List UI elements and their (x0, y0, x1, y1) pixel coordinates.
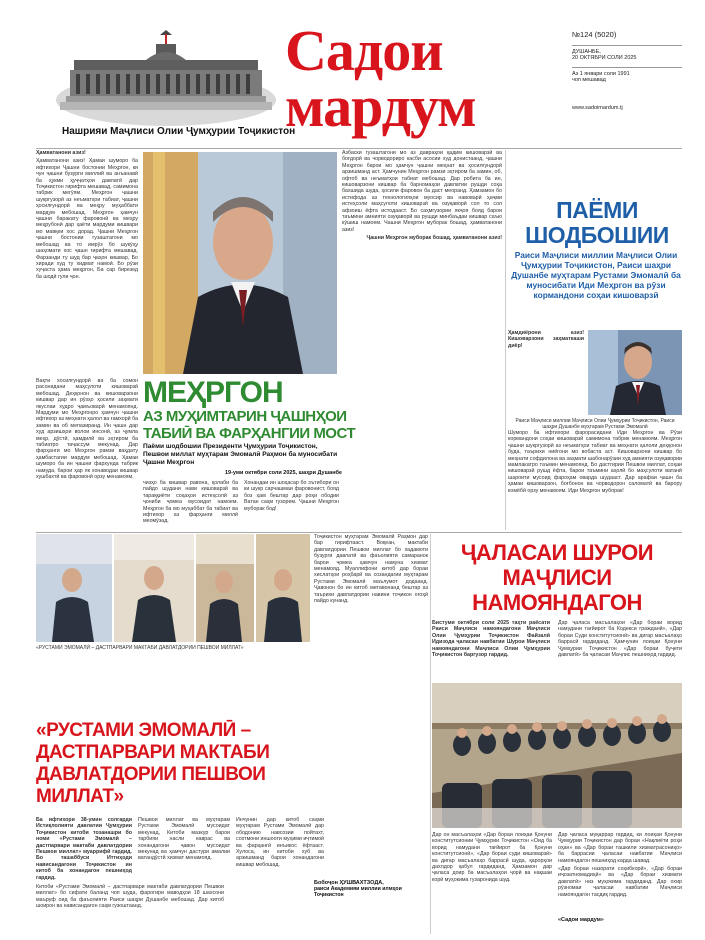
culture-lead (36, 817, 132, 882)
lead-col3-text: Азбаски гузаштагони мо аз давраҳои қадим кишоварзӣ ва боғдорӣ ва чорводориро касби асосии худ донистаанд, ҷашни Меҳргон барои мо ҳамчун ҷашни меҳнат ва ҳосилғундорӣ арзишманд аст. Ҳамчунин Меҳргон рамзи эҳтиром ба замин, об, офтоб ва неъматҳои табиат мебошад. Дар робита ба ин, кишоварзони кишвар ба барномаҳои давлатии рушди соҳа бахшида шуда, ҳосили фаровон ба даст меоранд. Ҳамзамон бо истифода аз технологияҳои муосир ва навоварӣ ҳаҷми истеҳсоли маҳсулоти кишоварзӣ ва озуқаворӣ сол то сол афзоиш ёфта истодааст. Бо саҳмгузории якҷоя бояд барои таъмини амнияти озуқаворӣ ва рушди минбаъдаи кишвар саъю кӯшиш намоем. Чашни Меҳргон муборак бошад, ҳамватанони азиз! (342, 150, 502, 233)
lead-col1 (36, 150, 138, 375)
session-col-b2 (558, 832, 682, 898)
book-photo-4 (256, 534, 310, 642)
lead-col2-text: Вақти хосилғундорӣ ва ба сомон расонидани маҳсулоти кишоварзӣ мебошад. Деҳқонон ва кишоварзони кишвар дар ин рӯзҳо ҳосили заҳмати якуслаи худро ҷамъоварӣ менамоянд. Мардуми мо Меҳргонро ҳамчун ҷашни ифтихор аз меҳнати ҳалол ва ғамхорӣ ба замин ва об мепазиранд. Ин ҷашн дар худ арзишҳои волои инсонӣ, аз ҷумла меҳр, дӯстӣ, ҳамдилӣ ва эҳтиром ба табиатро таҷассум мекунад. Дар фарҳанги мо Меҳргон рамзи ваҳдату ҳамбастагии мардум мебошад. Ҳамаи шуморо ба ин ҷашни фархунда табрик намуда, барои ҳар як хонаводаи кишвар хушбахтӣ ва фаровонӣ орзу менамоям. (36, 378, 138, 481)
masthead (0, 0, 705, 150)
address-body-text: Шуморо ба ифтихори фарорасидани Иди Меҳргон ва Рӯзи кормандони соҳаи кишоварзӣ самимона табрик менамоям. Меҳргон ҷашни шукргузорӣ аз неъматҳои табиат ва меҳнати ҳалоли деҳқонон буда, таърихи ниёгони мо вобаста аст. Кишоварзони кишвар бо меҳнати софдилона ва заҳмати шабонарӯзии худ амнияти озуқавории мамлакатро таъмин менамоянд. Бо дастгирии Пешвои миллат, соҳаи кишоварзӣ рушд ёфта, барои таъмини аҳолӣ бо маҳсулоти ватанӣ шароити мусоид фароҳам оварда шудааст. Дар арафаи ҷашн ба ҳамаи кишоварзон, боғбонон ва чорводорон саломатӣ ва барору комёбӣ орзу менамоям. Иди Меҳргон муборак! (508, 430, 682, 494)
lead-col1-text: Ҳамватанони азиз! Ҳамаи шуморо ба ифтихори Ҷашни бостонии Меҳргон, ки чун ҷашни бузурги миллий ва анъанавӣ ба ҳукми ҳуҷҷатҳои давлатӣ дар Тоҷикистон гирифта мешавад, самимона табрик мегӯям. Меҳргон ҷашни шукргузорӣ аз неъматҳои табиат, ҷашни ҳосилғундорӣ ва меҳру муҳаббати мардум мебошад. Меҳргон ҳамчун ҷашни баракату фаровонӣ ва меҳру меҳрубонӣ дар ҳаёти мардуми кишвари мо мавқеи хос дорад. Ҷашни Меҳргон ҷашни бостонии гузаштагони мо мебошад ва то имрӯз бо шукӯҳу шаҳомати хос ҷашн гирифта мешавад. Фарзанди ту шуд бар ҷаҳон кишвар, Бо хиради худ ту хидмат намоӣ. Бо рӯзи хуҷаста ҳама меҳргон, Ба сар бирезед ба шодӣ гули ҷон. (36, 158, 138, 280)
lead-under2-text: Хонандаи ин шоҳасар бо эътибори он ки шукр сарчашмаи фаровонист, бояд боз ҳам бештар дар роҳи ободии Ватан саҳм гузорем. Ҷашни Меҳргон муборак бод! (244, 480, 339, 512)
session-col-b3-text: «Дар бораи назорати соҳибкорӣ», «Дар бораи иҷозатномадиҳӣ» ва «Дар бораи хизмати давлатӣ» низ муҳокима гардиданд. Дар охир рӯзномаи ҷаласаи навбатии Маҷлиси намояндагон тасдиқ гардид. (558, 866, 682, 898)
culture-signature-name: Бобоҷон ҲУШВАХТЗОДА, (314, 880, 384, 886)
address-headline-line2: ШОДБОШИИ (525, 222, 669, 248)
culture-signature (314, 880, 428, 898)
lead-headline (143, 376, 356, 442)
parliament-building-logo (60, 30, 272, 122)
masthead-subtitle: Нашрияи Маҷлиси Олии Ҷумҳурии Тоҷикистон (62, 126, 296, 137)
session-headline-line1: ҶАЛАСАИ ШУРОИ (460, 540, 654, 565)
address-kicker: Ҳамдиёрони азиз! Кишоварзони заҳматкаши диёр! (508, 330, 584, 349)
session-headline-line2: МАҶЛИСИ (502, 565, 612, 590)
lead-headline-line1: МЕҲРГОН (143, 376, 283, 409)
masthead-title (285, 18, 547, 140)
book-photo-3 (196, 534, 254, 642)
since-line2: чоп мешавад (572, 77, 606, 83)
culture-lead-text: Ба ифтихори 38-умин солгарди Истиқлолияти давлатии Ҷумҳурии Тоҷикистон китоби тозанашри бо номи «Рустами Эмомалӣ – дастпарвари мактаби давлатдории Пешвои миллат» муаррифӣ гардид. Бо ташаббуси Иттиҳоди нависандагони Тоҷикистон ин китоб ба хонандагон пешниҳод гардид. (36, 817, 132, 881)
speaker-caption: Раиси Маҷлиси миллии Маҷлиси Олии Ҷумҳурии Тоҷикистон, Раиси шаҳри Душанбе муҳтарам Рустами Эмомалӣ (515, 418, 675, 430)
president-photo (143, 152, 337, 374)
masthead-title-line2: мардум (285, 74, 476, 139)
culture-col3 (138, 817, 230, 882)
speaker-photo (588, 330, 682, 415)
lead-col3 (342, 150, 502, 445)
culture-col4-text: Инчунин дар китоб саҳми муҳтарам Рустами Эмомалӣ дар ободонию навсозии пойтахт, сохтмони иншооти муҳими иҷтимоӣ ва фарҳангӣ инъикос ёфтааст. Хулоса, ин китоби хуб ва арзишманд барои хонандагони кишвар мебошад. (236, 817, 324, 868)
lead-under1 (143, 480, 238, 526)
book-caption: «РУСТАМИ ЭМОМАЛӢ – ДАСТПАРВАРИ МАКТАБИ ДАВЛАТДОРИИ ПЕШВОИ МИЛЛАТ» (36, 645, 244, 651)
culture-col4 (236, 817, 324, 882)
culture-signature-title: раиси Академияи миллии илмҳои Тоҷикистон (314, 886, 402, 898)
lead-kicker: Ҳамватанони азиз! (36, 150, 86, 156)
culture-col1 (36, 884, 224, 929)
culture-headline: «РУСТАМИ ЭМОМАЛӢ – ДАСТПАРВАРИ МАКТАБИ ДАВЛАТДОРИИ ПЕШВОИ МИЛЛАТ» (36, 720, 270, 807)
session-col-b2-text: Дар ҷаласа муқаррар гардид, ки лоиҳаи Қонуни Ҷумҳурии Тоҷикистон дар бораи «Нақлиёти роҳи оҳан» ва «Дар бораи ташкили хизматрасониҳо» ба баррасии ҷаласаи навбатии Маҷлиси намояндагон пешниҳод карда шавад. (558, 832, 682, 864)
masthead-divider (36, 148, 682, 149)
session-headline (432, 540, 682, 615)
session-photo (432, 683, 682, 828)
book-photos (36, 534, 310, 642)
lead-headline-line2: АЗ МУҲИМТАРИН ҶАШНҲОИ (143, 408, 347, 425)
session-signature: «Садои мардум» (558, 917, 604, 923)
book-photo-2 (114, 534, 194, 642)
culture-col1-text: Китоби «Рустами Эмомалӣ – дастпарвари мактаби давлатдории Пешвои миллат» бо сифати баланд чоп шуда, фарогири маводҳои 18 шахсони маъруф оид ба фаъолияти Раиси шаҳри Душанбе мебошад. Дар китоб шоирон ва нависандагон саҳм гузоштаанд. (36, 884, 224, 910)
culture-col2-text: Тоҷикистон муҳтарам Эмомалӣ Раҳмон дар бар гирифтааст. Воқеан, мактаби давлатдории Пешвои миллат бо хадамоти бузурги давлатӣ ва фаъолияти самаранок барои ҷомеа ҳамчун намуна хизмат менамояд. Муаллифони китоб дар бораи хислатҳои роҳбарӣ ва созандагии муҳтарам Рустами Эмомалӣ маълумот додаанд. Ҷавонон бо ин китоб метавонанд бештар аз таърихи давлатдории навини тоҷикон огоҳӣ пайдо кунанд. (314, 534, 428, 605)
since-line1: Аз 1 январи соли 1991 (572, 71, 630, 77)
session-col-b1-text: Дар он масъалаҳои «Дар бораи лоиҳаи Қонуни конститутсионии Ҷумҳурии Тоҷикистон «Оид ба ворид намудани тағйирот ба Қонуни конститутсионӣ», «Дар бораи суди кишоварзӣ» ва дигар масъалаҳо баррасӣ шуда, қарорҳои дахлдор қабул гардиданд. Ҳамзамон дар ҷаласа доир ба масъалаҳои ҷорӣ ва нақшаи корӣ муҳокима гузаронида шуд. (432, 832, 552, 883)
masthead-title-line1: Садои (285, 18, 443, 83)
issue-number: №124 (5020) (572, 30, 617, 39)
address-body (508, 430, 682, 530)
lead-under2 (244, 480, 339, 526)
session-lead-text: Бистуми октябри соли 2025 таҳти раёсати Раиси Маҷлиси намояндагони Маҷлиси Олии Ҷумҳурии Тоҷикистон Файзалӣ Идизода ҷаласаи навбатии Шурои Маҷлиси намояндагони Маҷлиси Олии Ҷумҳурии Тоҷикистон баргузор гардид. (432, 620, 550, 659)
lead-deck: Паёми шодбошии Президенти Ҷумҳурии Тоҷикистон, Пешвои миллат муҳтарам Эмомалӣ Раҳмон ба муносибати Ҷашни Меҳргон (143, 443, 338, 466)
issue-day: ДУШАНБЕ, (572, 49, 601, 55)
culture-col2 (314, 534, 428, 834)
book-photo-1 (36, 534, 112, 642)
session-col-b1 (432, 832, 552, 932)
lead-signature: Ҷашни Меҳргон муборак бошад, ҳамватанони азиз! (366, 235, 502, 242)
address-headline-line1: ПАЁМИ (556, 197, 638, 223)
rule-v2 (430, 534, 431, 934)
address-headline (512, 198, 682, 248)
lead-under1-text: чизҳо ба кишвар равона, қолаби ба пайдо шудани нави кишоварзӣ ва тараққиёти соҳаҳои истеҳсолӣ аз ҷониби ҷомеа мусоидат намоем. Меҳргон ба мо муҳаббат ба табиат ва ифтихор аз фарҳанги миллӣ меомӯзад. (143, 480, 238, 525)
issue-date: 20 ОКТЯБРИ СОЛИ 2025 (572, 55, 637, 61)
address-deck: Раиси Маҷлиси миллии Маҷлиси Олии Ҷумҳурии Тоҷикистон, Раиси шаҳри Душанбе муҳтарам Рустами Эмомалӣ ба муносибати Иди Меҳргон ва рӯзи кормандони соҳаи кишоварзӣ (511, 250, 681, 300)
session-col2 (558, 620, 682, 680)
lead-headline-line3: ТАБИӢ ВА ФАРҲАНГИИ МОСТ (143, 425, 356, 442)
masthead-info (572, 30, 682, 111)
session-headline-line3: НАМОЯНДАГОН (472, 590, 642, 615)
website: www.sadoimardum.tj (572, 105, 623, 111)
section-divider (36, 532, 682, 533)
lead-dateline: 19-уми октябри соли 2025, шаҳри Душанбе (224, 470, 342, 476)
session-lead (432, 620, 550, 680)
rule-v1 (505, 150, 506, 530)
session-col2-text: Дар ҷаласа масъалаҳои «Дар бораи ворид намудани тағйирот ба Кодекси гражданӣ», «Дар бораи Суди конститутсионӣ» ва дигар масъалаҳо баррасӣ гардиданд. Ҳамчунин лоиҳаи Қонуни Ҷумҳурии Тоҷикистон «Дар бораи буҷети давлатӣ» ба ҷаласаи Маҷлис пешниҳод гардид. (558, 620, 682, 659)
culture-col3-text: Пешвои миллат ва муҳтарам Рустами Эмомалӣ мусоидат мекунад, Китоби мазкур барои тарбияи насли наврас ва хонандагони ҷавон мусоидат мекунад ва ҳамчун дастури амалии ватандӯстӣ хизмат менамояд. (138, 817, 230, 862)
address-col-left (508, 330, 584, 430)
